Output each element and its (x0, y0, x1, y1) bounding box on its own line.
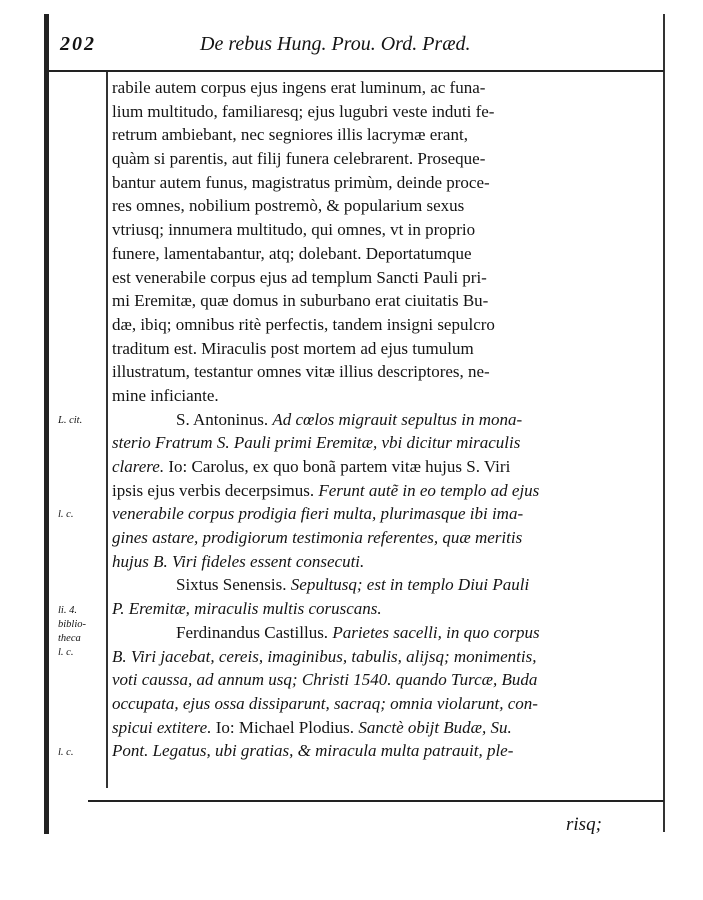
marginal-note: li. 4. (58, 605, 77, 616)
quote-ferdinandus-line (112, 621, 660, 645)
quote-text: Ferunt autẽ in eo templo ad ejus (314, 480, 540, 500)
marginal-note: L. cit. (58, 415, 83, 426)
quote-line: P. Eremitæ, miraculis multis coruscans. (112, 599, 382, 619)
quote-line: B. Viri jacebat, cereis, imaginibus, tabulis, alijsq; monimentis, (112, 646, 537, 666)
catchword: risq; (566, 814, 602, 835)
quote-author: Sixtus Senensis. (176, 575, 287, 595)
quote-author: Io: Carolus, ex quo bonã partem vitæ hujus S. Viri (164, 457, 511, 476)
text-line: est venerabile corpus ejus ad templum Sancti Pauli pri- (112, 267, 487, 287)
page-number: 202 (60, 33, 96, 55)
margin-rule (106, 72, 108, 788)
text-line: vtriusq; innumera multitudo, qui omnes, vt in proprio (112, 220, 476, 240)
left-border-rule (44, 14, 49, 834)
text-line: dæ, ibiq; omnibus ritè perfectis, tandem insigni sepulcro (112, 314, 495, 334)
quote-text: clarere. (112, 457, 165, 476)
marginal-note: biblio- (58, 619, 86, 630)
text-line: retrum ambiebant, nec segniores illis lacrymæ erant, (112, 125, 468, 145)
quote-text: Sanctè obijt Budæ, Su. (354, 717, 512, 737)
text-line: bantur autem funus, magistratus primùm, deinde proce- (112, 172, 490, 192)
quote-antoninus-line (112, 408, 660, 432)
quote-author: Io: Michael Plodius. (211, 717, 355, 737)
quote-text: Ad cœlos migrauit sepultus in mona- (272, 409, 523, 429)
quote-line: sterio Fratrum S. Pauli primi Eremitæ, vbi dicitur miraculis (112, 433, 521, 453)
quote-line (112, 479, 660, 503)
quote-sixtus-line (112, 573, 660, 597)
quote-line (112, 455, 660, 479)
quote-author: S. Antoninus. (176, 409, 269, 429)
right-border-rule (663, 14, 665, 832)
header-rule (48, 70, 664, 72)
text-line: illustratum, testantur omnes vitæ illius descriptores, ne- (112, 362, 490, 382)
quote-text: spicui extitere. (112, 717, 212, 737)
text-line: mi Eremitæ, quæ domus in suburbano erat ciuitatis Bu- (112, 291, 489, 311)
text-line: traditum est. Miraculis post mortem ad ejus tumulum (112, 338, 474, 358)
main-text (112, 76, 660, 763)
quote-line: voti caussa, ad annum usq; Christi 1540. quando Turcæ, Buda (112, 670, 538, 690)
quote-line: Pont. Legatus, ubi gratias, & miracula multa patrauit, ple- (112, 741, 514, 761)
marginal-note: l. c. (58, 747, 74, 758)
marginal-note-block (58, 604, 86, 660)
page-header (60, 33, 660, 65)
text-line: mine inficiante. (112, 385, 219, 405)
text-line: rabile autem corpus ejus ingens erat luminum, ac funa- (112, 78, 486, 97)
quote-line (112, 716, 660, 740)
running-head: De rebus Hung. Prou. Ord. Præd. (200, 33, 471, 55)
text-line: funere, lamentabantur, atq; dolebant. Deportatumque (112, 243, 472, 263)
quote-text: Parietes sacelli, in quo corpus (332, 622, 540, 642)
quote-text: Sepultusq; est in templo Diui Pauli (290, 575, 530, 595)
quote-line: occupata, ejus ossa dissiparunt, sacraq; omnia violarunt, con- (112, 693, 538, 713)
quote-line: gines astare, prodigiorum testimonia referentes, quæ meritis (112, 528, 523, 548)
quote-author: Ferdinandus Castillus. (176, 622, 329, 642)
quote-line: hujus B. Viri fideles essent consecuti. (112, 551, 365, 571)
text-line: res omnes, nobilium postremò, & popularium sexus (112, 196, 465, 216)
text-line: lium multitudo, familiaresq; ejus lugubri veste induti fe- (112, 101, 495, 121)
text-line: quàm si parentis, aut filij funera celebrarent. Proseque- (112, 149, 486, 169)
marginal-note: l. c. (58, 509, 74, 520)
quote-text: ipsis ejus verbis decerpsimus. (112, 480, 315, 500)
marginal-note: l. c. (58, 647, 74, 658)
quote-line: venerabile corpus prodigia fieri multa, plurimasque ibi ima- (112, 504, 524, 524)
marginal-note: theca (58, 633, 81, 644)
footer-rule (88, 800, 664, 802)
